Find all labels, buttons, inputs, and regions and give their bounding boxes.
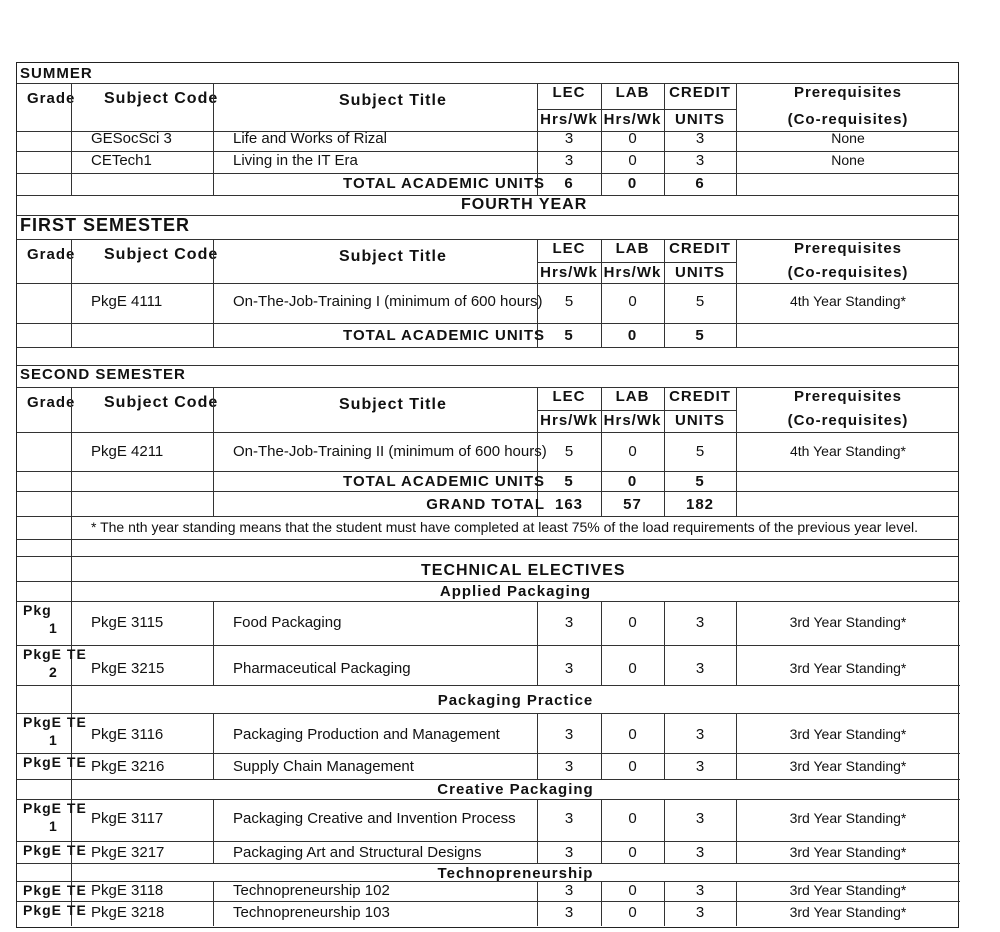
row-line [17, 173, 958, 174]
lec-value: 3 [564, 152, 574, 169]
subject-code: PkgE 3115 [91, 614, 164, 631]
lab-value: 0 [628, 844, 637, 861]
credit-value: 3 [695, 758, 705, 775]
total-credit: 5 [695, 473, 705, 490]
lec-value: 3 [564, 758, 574, 775]
row-line [17, 323, 958, 324]
subject-code-header: Subject Code [104, 90, 219, 107]
row-line [17, 863, 960, 864]
total-credit: 6 [695, 175, 705, 192]
credit-value: 3 [695, 904, 705, 921]
lab-value: 0 [628, 152, 637, 169]
row-line [17, 471, 958, 472]
credit-value: 3 [695, 152, 705, 169]
row-line [17, 779, 960, 780]
elective-group-name: Applied Packaging [439, 583, 592, 600]
total-label: TOTAL ACADEMIC UNITS [343, 327, 545, 344]
technical-electives-title: TECHNICAL ELECTIVES [421, 562, 626, 579]
corequisites-header: (Co-requisites) [787, 111, 909, 128]
subject-title: Supply Chain Management [233, 758, 414, 775]
lec-value: 3 [564, 130, 574, 147]
corequisites-header: (Co-requisites) [787, 264, 909, 281]
row-line [17, 347, 958, 348]
elective-group-name: Technopreneurship [437, 865, 594, 882]
lab-header: LAB [615, 84, 650, 101]
credit-value: 5 [695, 293, 705, 310]
prerequisite: 3rd Year Standing* [789, 758, 907, 774]
subject-title-header: Subject Title [339, 92, 447, 109]
lec-value: 3 [564, 614, 574, 631]
elective-group-name: Packaging Practice [437, 692, 594, 709]
lab-value: 0 [628, 660, 637, 677]
grade-number: 1 [49, 732, 58, 748]
grade-code: PkgE TE [23, 646, 87, 662]
second-semester-heading: SECOND SEMESTER [20, 366, 186, 383]
grand-total-label: GRAND TOTAL [426, 496, 545, 513]
prerequisite: 3rd Year Standing* [789, 810, 907, 826]
subject-title: Technopreneurship 102 [233, 882, 390, 899]
prerequisite: None [831, 130, 865, 146]
hrs-lab-header: Hrs/Wk [603, 111, 662, 128]
subject-title: Technopreneurship 103 [233, 904, 390, 921]
grade-code: PkgE TE [23, 714, 87, 730]
column-line [213, 601, 214, 645]
subject-code: PkgE 4211 [91, 443, 164, 460]
credit-value: 3 [695, 130, 705, 147]
grand-total-lec: 163 [554, 496, 584, 513]
subject-title: On-The-Job-Training II (minimum of 600 hours) [233, 443, 547, 460]
grand-total-credit: 182 [685, 496, 715, 513]
subject-title: Living in the IT Era [233, 152, 358, 169]
credit-header: CREDIT [669, 84, 731, 101]
column-line [213, 799, 214, 841]
lec-header: LEC [552, 388, 586, 405]
prerequisite: 3rd Year Standing* [789, 844, 907, 860]
lab-value: 0 [628, 758, 637, 775]
grade-number: 1 [49, 818, 58, 834]
lab-value: 0 [628, 810, 637, 827]
grade-code: PkgE TE [23, 800, 87, 816]
row-line [17, 685, 960, 686]
grade-number: 2 [49, 664, 58, 680]
subject-code-header: Subject Code [104, 394, 219, 411]
row-line [17, 491, 958, 492]
prerequisites-header: Prerequisites [793, 388, 903, 405]
subject-code: CETech1 [91, 152, 152, 169]
credit-value: 5 [695, 443, 705, 460]
elective-group-name: Creative Packaging [437, 781, 594, 798]
fourth-year-title: FOURTH YEAR [461, 196, 588, 213]
grade-code: PkgE TE [23, 902, 87, 918]
prerequisite: 3rd Year Standing* [789, 882, 907, 898]
lab-value: 0 [628, 130, 637, 147]
subject-title: Life and Works of Rizal [233, 130, 387, 147]
subject-code: PkgE 3217 [91, 844, 165, 861]
hrs-lec-header: Hrs/Wk [540, 111, 598, 128]
subject-code: PkgE 3118 [91, 882, 164, 899]
row-line [17, 283, 958, 284]
row-line [17, 151, 958, 152]
lab-value: 0 [628, 882, 637, 899]
credit-header: CREDIT [669, 240, 731, 257]
subject-code: GESocSci 3 [91, 130, 172, 147]
column-line [213, 841, 214, 863]
total-label: TOTAL ACADEMIC UNITS [343, 473, 545, 490]
prerequisite: 4th Year Standing* [790, 443, 906, 459]
units-header: UNITS [675, 264, 725, 281]
column-line [71, 387, 72, 516]
column-line [71, 83, 72, 195]
column-line [213, 83, 214, 195]
hrs-lab-header: Hrs/Wk [603, 412, 662, 429]
column-line [213, 713, 214, 753]
lab-value: 0 [628, 293, 637, 310]
corequisites-header: (Co-requisites) [787, 412, 909, 429]
first-semester-heading: FIRST SEMESTER [20, 215, 191, 235]
subject-title: Pharmaceutical Packaging [233, 660, 411, 677]
lab-value: 0 [628, 614, 637, 631]
units-header: UNITS [675, 111, 725, 128]
subject-title: Packaging Creative and Invention Process [233, 810, 516, 827]
grade-code: PkgE TE [23, 842, 87, 858]
subject-title: Food Packaging [233, 614, 342, 631]
total-lec: 6 [564, 175, 574, 192]
total-lab: 0 [627, 175, 638, 192]
subject-title: Packaging Art and Structural Designs [233, 844, 482, 861]
lec-header: LEC [552, 84, 586, 101]
lab-value: 0 [628, 904, 637, 921]
column-line [71, 239, 72, 347]
credit-value: 3 [695, 810, 705, 827]
row-line [17, 581, 958, 582]
row-line [537, 262, 736, 263]
total-label: TOTAL ACADEMIC UNITS [343, 175, 545, 192]
grade-header: Grade [27, 394, 76, 411]
grade-code: Pkg [23, 602, 52, 618]
prerequisite: 3rd Year Standing* [789, 660, 907, 676]
column-line [736, 239, 737, 347]
grand-total-lab: 57 [623, 496, 642, 513]
footnote: * The nth year standing means that the student must have completed at least 75% of the load requirements of the previous year level. [91, 519, 919, 535]
credit-value: 3 [695, 844, 705, 861]
lec-value: 3 [564, 726, 574, 743]
lec-header: LEC [552, 240, 586, 257]
hrs-lec-header: Hrs/Wk [540, 412, 598, 429]
grade-code: PkgE TE [23, 882, 87, 898]
subject-code: PkgE 4111 [91, 293, 163, 310]
grade-number: 1 [49, 620, 58, 636]
prerequisite: 3rd Year Standing* [789, 614, 907, 630]
grade-header: Grade [27, 90, 76, 107]
total-credit: 5 [695, 327, 705, 344]
subject-title-header: Subject Title [339, 248, 447, 265]
column-line [213, 387, 214, 516]
units-header: UNITS [675, 412, 725, 429]
subject-code: PkgE 3218 [91, 904, 165, 921]
prerequisite: None [831, 152, 865, 168]
credit-value: 3 [695, 614, 705, 631]
row-line [17, 539, 958, 540]
lec-value: 5 [564, 293, 574, 310]
row-line [17, 432, 958, 433]
subject-code: PkgE 3117 [91, 810, 164, 827]
row-line [537, 109, 736, 110]
credit-header: CREDIT [669, 388, 731, 405]
row-line [17, 645, 960, 646]
prerequisites-header: Prerequisites [793, 240, 903, 257]
row-line [17, 841, 960, 842]
subject-code-header: Subject Code [104, 246, 219, 263]
subject-title-header: Subject Title [339, 396, 447, 413]
curriculum-table [16, 62, 959, 928]
row-line [17, 753, 960, 754]
credit-value: 3 [695, 660, 705, 677]
hrs-lec-header: Hrs/Wk [540, 264, 598, 281]
prerequisite: 4th Year Standing* [790, 293, 906, 309]
prerequisites-header: Prerequisites [793, 84, 903, 101]
prerequisite: 3rd Year Standing* [789, 904, 907, 920]
total-lec: 5 [564, 473, 574, 490]
row-line [17, 516, 958, 517]
lab-header: LAB [615, 240, 650, 257]
subject-code: PkgE 3216 [91, 758, 165, 775]
lab-header: LAB [615, 388, 650, 405]
summer-heading: SUMMER [20, 65, 93, 82]
row-line [537, 410, 736, 411]
grade-code: PkgE TE [23, 754, 87, 770]
lec-value: 5 [564, 443, 574, 460]
total-lab: 0 [627, 327, 638, 344]
subject-title: Packaging Production and Management [233, 726, 500, 743]
row-line [17, 556, 958, 557]
total-lab: 0 [627, 473, 638, 490]
subject-title: On-The-Job-Training I (minimum of 600 hours) [233, 293, 543, 310]
column-line [213, 881, 214, 901]
row-line [17, 901, 960, 902]
lab-value: 0 [628, 726, 637, 743]
hrs-lab-header: Hrs/Wk [603, 264, 662, 281]
total-lec: 5 [564, 327, 574, 344]
lec-value: 3 [564, 660, 574, 677]
lec-value: 3 [564, 904, 574, 921]
prerequisite: 3rd Year Standing* [789, 726, 907, 742]
column-line [213, 753, 214, 779]
subject-code: PkgE 3215 [91, 660, 165, 677]
lec-value: 3 [564, 810, 574, 827]
row-line [17, 601, 960, 602]
column-line [213, 901, 214, 926]
lec-value: 3 [564, 882, 574, 899]
credit-value: 3 [695, 882, 705, 899]
lab-value: 0 [628, 443, 637, 460]
column-line [213, 239, 214, 347]
row-line [17, 713, 960, 714]
lec-value: 3 [564, 844, 574, 861]
column-line [213, 645, 214, 685]
grade-header: Grade [27, 246, 76, 263]
subject-code: PkgE 3116 [91, 726, 164, 743]
row-line [17, 799, 960, 800]
credit-value: 3 [695, 726, 705, 743]
